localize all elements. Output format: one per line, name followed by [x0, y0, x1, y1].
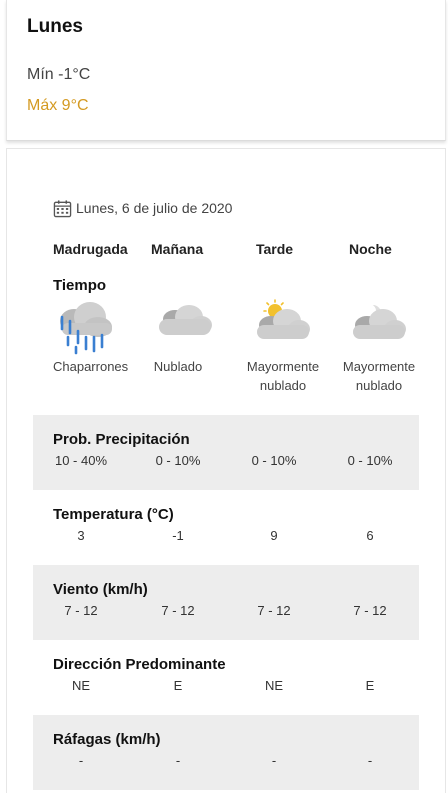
- day-title: Lunes: [27, 16, 83, 37]
- gusts-row: [33, 715, 419, 790]
- row-value: 9: [270, 528, 278, 543]
- period-header: Tarde: [256, 241, 294, 257]
- condition-labels: [7, 357, 445, 397]
- row-value: E: [365, 678, 375, 693]
- row-value: -1: [172, 528, 184, 543]
- row-value: NE: [264, 678, 284, 693]
- condition-label: Mayormente nublado: [246, 359, 320, 393]
- row-value: -: [271, 753, 277, 768]
- forecast-date: Lunes, 6 de julio de 2020: [76, 200, 233, 216]
- row-value: E: [173, 678, 183, 693]
- moon-behind-cloud-icon: [347, 299, 409, 355]
- condition-label: Nublado: [153, 359, 203, 374]
- sun-behind-cloud-icon: [251, 299, 313, 355]
- row-value: 6: [366, 528, 374, 543]
- cloud-icon: [153, 299, 215, 355]
- row-value: -: [175, 753, 181, 768]
- row-title: Dirección Predominante: [53, 656, 226, 673]
- day-summary-card[interactable]: [6, 0, 446, 141]
- max-temperature: Máx 9°C: [27, 97, 89, 114]
- condition-label: Mayormente nublado: [342, 359, 416, 393]
- row-value: -: [78, 753, 84, 768]
- heavy-rain-cloud-icon: [52, 299, 114, 355]
- weather-section-label: Tiempo: [53, 277, 107, 294]
- period-header: Noche: [349, 241, 392, 257]
- row-value: 0 - 10%: [155, 453, 201, 468]
- row-value: 3: [77, 528, 85, 543]
- row-title: Prob. Precipitación: [53, 431, 190, 448]
- condition-label: Chaparrones: [53, 359, 129, 374]
- row-title: Ráfagas (km/h): [53, 731, 161, 748]
- row-value: 7 - 12: [64, 603, 98, 618]
- row-value: 10 - 40%: [54, 453, 108, 468]
- row-value: 7 - 12: [257, 603, 291, 618]
- wind-row: [33, 565, 419, 640]
- row-title: Viento (km/h): [53, 581, 148, 598]
- temperature-row: [33, 490, 419, 565]
- row-value: 0 - 10%: [251, 453, 297, 468]
- period-header: Mañana: [151, 241, 204, 257]
- precipitation-row: [33, 415, 419, 490]
- day-detail-card: [6, 148, 446, 793]
- row-value: NE: [71, 678, 91, 693]
- min-temperature: Mín -1°C: [27, 66, 91, 83]
- row-value: 7 - 12: [161, 603, 195, 618]
- period-headers: [7, 241, 445, 261]
- period-header: Madrugada: [53, 241, 128, 257]
- weather-icons: [7, 299, 445, 359]
- calendar-icon: [53, 199, 72, 218]
- date-row: [53, 197, 232, 219]
- row-title: Temperatura (°C): [53, 506, 174, 523]
- wind-direction-row: [33, 640, 419, 715]
- row-value: -: [367, 753, 373, 768]
- row-value: 7 - 12: [353, 603, 387, 618]
- row-value: 0 - 10%: [347, 453, 393, 468]
